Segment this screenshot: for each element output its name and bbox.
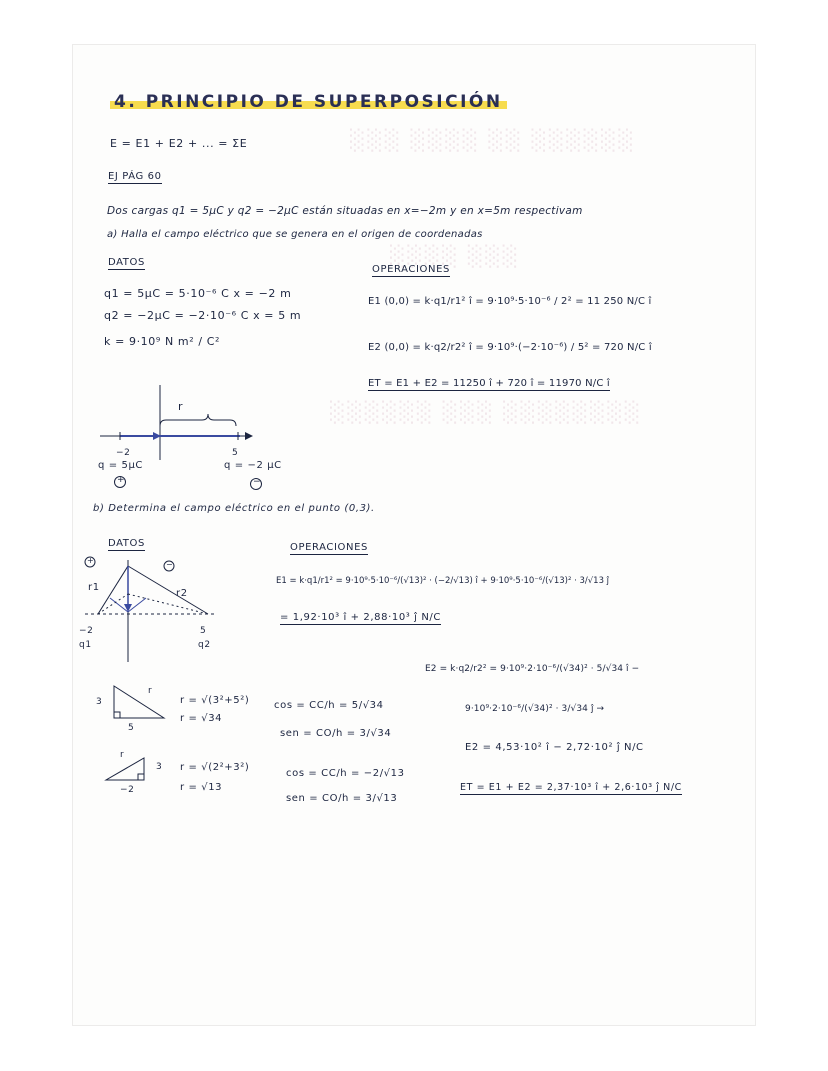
triangle-2-hypotenuse: r bbox=[120, 750, 125, 760]
notebook-page bbox=[72, 44, 756, 1026]
triangle-2-cos: cos = CC/h = −2/√13 bbox=[286, 768, 405, 779]
part-b-statement: b) Determina el campo eléctrico en el punto (0,3). bbox=[93, 503, 375, 514]
exercise-reference: EJ PÁG 60 bbox=[108, 171, 162, 182]
part-a-charge-signs bbox=[110, 474, 270, 494]
part-a-op-total: ET = E1 + E2 = 11250 î + 720 î = 11970 N/C î bbox=[368, 378, 610, 389]
part-a-left-tick: −2 bbox=[116, 448, 131, 458]
part-b-r2-label: r2 bbox=[176, 588, 188, 599]
part-b-minus-sign: − bbox=[166, 560, 174, 569]
part-b-datos-label: DATOS bbox=[108, 538, 145, 549]
exercise-statement: Dos cargas q1 = 5μC y q2 = −2μC están situadas en x=−2m y en x=5m respectivam bbox=[107, 205, 583, 217]
triangle-2-side-b: −2 bbox=[120, 785, 135, 795]
triangle-2 bbox=[104, 756, 164, 786]
part-b-q1-label: q1 bbox=[79, 640, 92, 650]
part-a-right-tick: 5 bbox=[232, 448, 239, 458]
part-a-op-e1: E1 (0,0) = k·q1/r1² î = 9·10⁹·5·10⁻⁶ / 2² = 11 250 N/C î bbox=[368, 296, 652, 307]
page-title: 4. PRINCIPIO DE SUPERPOSICIÓN bbox=[110, 92, 507, 112]
part-a-q1-label: q = 5μC bbox=[98, 460, 143, 471]
bleed-through-decoration: ░░░░░░ ░░░ ░░░░░░░░ bbox=[330, 400, 643, 424]
plus-icon: + bbox=[117, 475, 126, 485]
part-b-op-e1: E1 = k·q1/r1² = 9·10⁹·5·10⁻⁶/(√13)² · (−2/√13) î + 9·10⁹·5·10⁻⁶/(√13)² · 3/√13 ĵ bbox=[276, 576, 610, 586]
part-b-op-e2: E2 = k·q2/r2² = 9·10⁹·2·10⁻⁶/(√34)² · 5/√34 î − bbox=[425, 664, 640, 674]
part-b-q2-label: q2 bbox=[198, 640, 211, 650]
triangle-1-r-value: r = √34 bbox=[180, 713, 223, 724]
part-a-dato-q1: q1 = 5μC = 5·10⁻⁶ C x = −2 m bbox=[104, 287, 292, 300]
triangle-1-side-b: 5 bbox=[128, 723, 135, 733]
part-b-r1-label: r1 bbox=[88, 582, 100, 593]
part-b-op-e1-result: = 1,92·10³ î + 2,88·10³ ĵ N/C bbox=[280, 612, 441, 623]
minus-icon: − bbox=[253, 477, 262, 487]
triangle-1-hypotenuse: r bbox=[148, 686, 153, 696]
bleed-through-decoration: ░░░ ░░░░ ░░ ░░░░░░ bbox=[350, 128, 636, 152]
triangle-1-side-a: 3 bbox=[96, 697, 103, 707]
part-b-left-tick: −2 bbox=[79, 626, 94, 636]
triangle-1-cos: cos = CC/h = 5/√34 bbox=[274, 700, 384, 711]
triangle-2-r-formula: r = √(2²+3²) bbox=[180, 762, 250, 773]
part-a-op-e2: E2 (0,0) = k·q2/r2² î = 9·10⁹·(−2·10⁻⁶) / 5² = 720 N/C î bbox=[368, 342, 652, 353]
triangle-2-sen: sen = CO/h = 3/√13 bbox=[286, 793, 398, 804]
part-a-operaciones-label: OPERACIONES bbox=[372, 264, 450, 275]
part-a-dato-k: k = 9·10⁹ N m² / C² bbox=[104, 335, 221, 348]
part-a-q2-label: q = −2 μC bbox=[224, 460, 282, 471]
part-b-operaciones-label: OPERACIONES bbox=[290, 542, 368, 553]
part-a-r-label: r bbox=[178, 400, 184, 413]
superposition-formula: E = E1 + E2 + ... = ΣE bbox=[110, 137, 248, 150]
triangle-2-side-a: 3 bbox=[156, 762, 163, 772]
part-a-statement: a) Halla el campo eléctrico que se genera en el origen de coordenadas bbox=[107, 229, 483, 240]
part-b-field-diagram bbox=[80, 550, 230, 670]
part-b-op-e2-cont: 9·10⁹·2·10⁻⁶/(√34)² · 3/√34 ĵ → bbox=[465, 704, 605, 714]
triangle-1-sen: sen = CO/h = 3/√34 bbox=[280, 728, 392, 739]
part-b-op-total: ET = E1 + E2 = 2,37·10³ î + 2,6·10³ ĵ N/C bbox=[460, 782, 682, 793]
part-b-plus-sign: + bbox=[87, 556, 95, 565]
triangle-1 bbox=[112, 684, 172, 724]
part-b-right-tick: 5 bbox=[200, 626, 207, 636]
triangle-1-r-formula: r = √(3²+5²) bbox=[180, 695, 250, 706]
part-a-dato-q2: q2 = −2μC = −2·10⁻⁶ C x = 5 m bbox=[104, 309, 302, 322]
part-b-op-e2-result: E2 = 4,53·10² î − 2,72·10² ĵ N/C bbox=[465, 742, 644, 753]
bleed-through-decoration: ░░░░ ░░░ bbox=[390, 244, 521, 268]
triangle-2-r-value: r = √13 bbox=[180, 782, 223, 793]
part-a-datos-label: DATOS bbox=[108, 257, 145, 268]
